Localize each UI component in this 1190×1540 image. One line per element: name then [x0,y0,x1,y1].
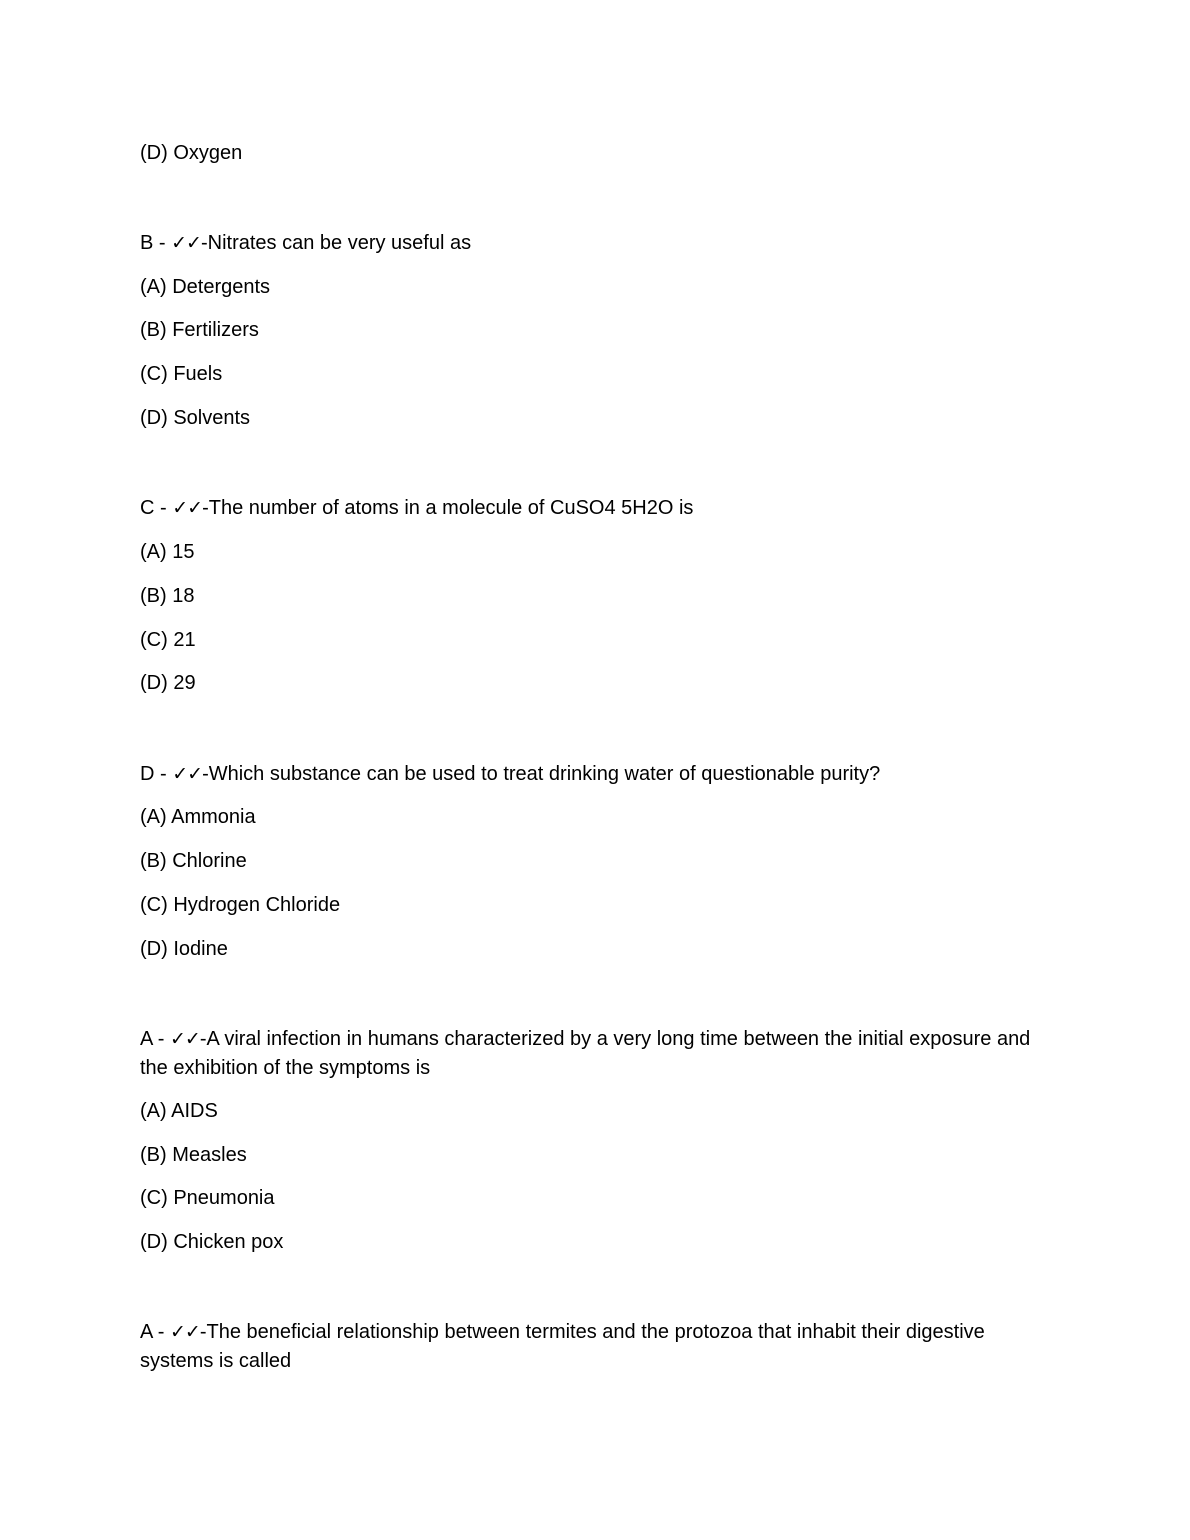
question-text: -Which substance can be used to treat drinking water of questionable purity? [202,763,881,785]
option-c: (C) 21 [140,629,196,651]
leading-option: (D) Oxygen [140,142,243,164]
option-a: (A) Detergents [140,276,271,298]
question-5 [140,1318,1040,1376]
question-4 [140,1025,1040,1083]
check-marks-icon: ✓✓ [170,1028,200,1050]
answer-prefix: A - [140,1321,171,1343]
option-d: (D) Solvents [140,407,251,429]
question-text: -The beneficial relationship between termites and the protozoa that inhabit their digestive systems is called [140,1321,985,1372]
option-d: (D) Iodine [140,938,228,960]
option-b: (B) 18 [140,585,195,607]
option-c: (C) Hydrogen Chloride [140,894,341,916]
document-page [140,0,1040,1540]
question-2 [140,494,1040,523]
option-b: (B) Fertilizers [140,319,259,341]
option-a: (A) Ammonia [140,806,256,828]
question-text: -Nitrates can be very useful as [200,232,472,254]
answer-prefix: B - [140,232,172,254]
answer-prefix: D - [140,763,173,785]
option-d: (D) Chicken pox [140,1231,284,1253]
answer-prefix: A - [140,1028,171,1050]
option-c: (C) Fuels [140,363,223,385]
option-a: (A) 15 [140,541,195,563]
answer-prefix: C - [140,497,173,519]
option-d: (D) 29 [140,672,196,694]
option-a: (A) AIDS [140,1100,218,1122]
question-1 [140,229,1040,258]
check-marks-icon: ✓✓ [171,232,201,254]
option-b: (B) Chlorine [140,850,247,872]
question-3 [140,760,1040,789]
question-text: -A viral infection in humans characterized by a very long time between the initial exposure and the exhibition of the symptoms is [140,1028,1031,1079]
check-marks-icon: ✓✓ [172,497,203,519]
check-marks-icon: ✓✓ [172,763,203,785]
question-text: -The number of atoms in a molecule of CuSO4 5H2O is [202,497,694,519]
option-c: (C) Pneumonia [140,1187,275,1209]
check-marks-icon: ✓✓ [170,1321,200,1343]
option-b: (B) Measles [140,1144,247,1166]
